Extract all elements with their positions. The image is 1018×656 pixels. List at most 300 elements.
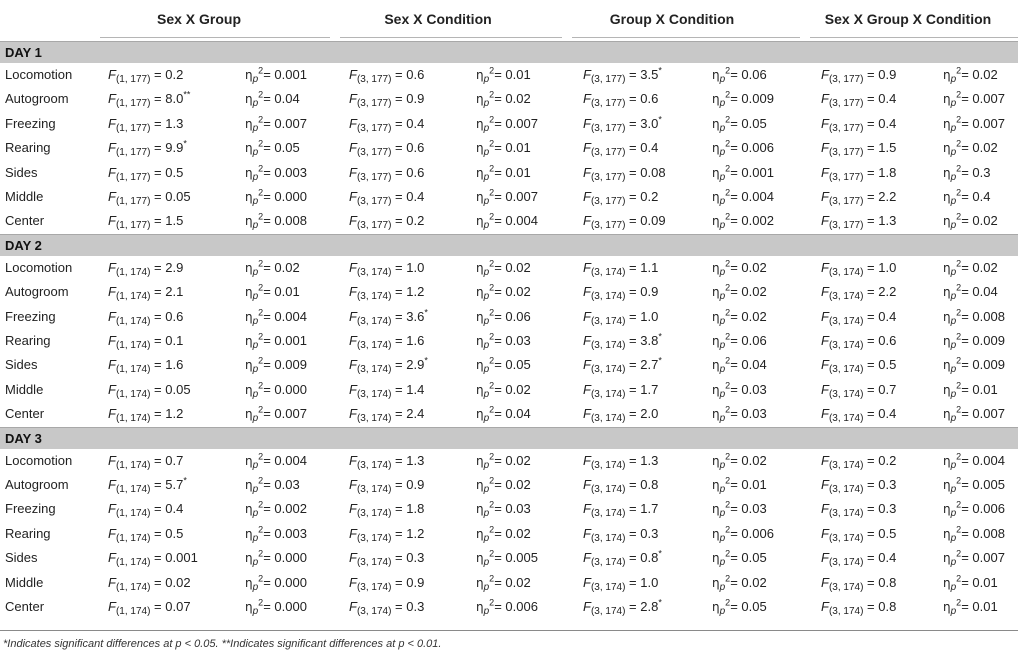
partial-eta-squared bbox=[245, 138, 300, 158]
f-value: 1.8 bbox=[406, 501, 425, 516]
eta-exponent: 2 bbox=[489, 331, 495, 342]
f-value: 1.7 bbox=[640, 382, 659, 397]
eta-symbol: η bbox=[943, 502, 951, 516]
f-value: 0.9 bbox=[406, 477, 425, 492]
f-symbol: F bbox=[108, 382, 116, 397]
degrees-of-freedom: (3, 177) bbox=[590, 123, 626, 134]
degrees-of-freedom: (3, 174) bbox=[828, 340, 864, 351]
partial-eta-squared bbox=[943, 211, 998, 231]
f-statistic bbox=[349, 140, 425, 158]
f-value: 1.3 bbox=[165, 116, 184, 131]
equals-sign: = bbox=[154, 91, 162, 106]
eta-symbol: η bbox=[245, 190, 253, 204]
degrees-of-freedom: (3, 177) bbox=[590, 74, 626, 85]
eta-symbol: η bbox=[712, 214, 720, 228]
f-value: 1.3 bbox=[878, 213, 897, 228]
eta-subscript: p bbox=[483, 389, 490, 400]
equals-sign: = bbox=[494, 575, 502, 590]
eta-subscript: p bbox=[950, 220, 957, 231]
eta-value: 0.01 bbox=[505, 67, 531, 82]
eta-exponent: 2 bbox=[489, 524, 495, 535]
partial-eta-squared bbox=[476, 258, 531, 278]
row-label: Rearing bbox=[5, 333, 51, 348]
equals-sign: = bbox=[730, 309, 738, 324]
partial-eta-squared bbox=[476, 331, 531, 351]
f-statistic bbox=[821, 213, 897, 231]
f-statistic bbox=[583, 165, 666, 183]
partial-eta-squared bbox=[712, 307, 767, 327]
table-row bbox=[0, 497, 1018, 521]
eta-symbol: η bbox=[943, 310, 951, 324]
eta-subscript: p bbox=[950, 606, 957, 617]
degrees-of-freedom: (1, 174) bbox=[115, 508, 151, 519]
f-symbol: F bbox=[821, 406, 829, 421]
partial-eta-squared bbox=[245, 475, 300, 495]
degrees-of-freedom: (3, 174) bbox=[356, 389, 392, 400]
eta-symbol: η bbox=[943, 478, 951, 492]
eta-subscript: p bbox=[950, 582, 957, 593]
f-statistic bbox=[583, 453, 659, 471]
eta-value: 0.000 bbox=[274, 189, 307, 204]
eta-symbol: η bbox=[943, 166, 951, 180]
f-statistic bbox=[349, 189, 425, 207]
degrees-of-freedom: (1, 177) bbox=[115, 172, 151, 183]
eta-exponent: 2 bbox=[725, 138, 731, 149]
eta-exponent: 2 bbox=[956, 380, 962, 391]
eta-symbol: η bbox=[476, 407, 484, 421]
row-label: Center bbox=[5, 599, 45, 614]
row-label: Middle bbox=[5, 382, 44, 397]
eta-subscript: p bbox=[483, 533, 490, 544]
eta-exponent: 2 bbox=[258, 211, 264, 222]
f-statistic bbox=[583, 260, 659, 278]
degrees-of-freedom: (3, 174) bbox=[828, 557, 864, 568]
partial-eta-squared bbox=[245, 211, 307, 231]
f-statistic bbox=[583, 501, 659, 519]
partial-eta-squared bbox=[476, 282, 531, 302]
significance-marker: * bbox=[183, 138, 187, 149]
f-statistic bbox=[583, 382, 659, 400]
eta-subscript: p bbox=[483, 267, 490, 278]
partial-eta-squared bbox=[476, 187, 538, 207]
partial-eta-squared bbox=[245, 380, 307, 400]
f-statistic bbox=[821, 333, 897, 351]
f-value: 0.05 bbox=[165, 382, 191, 397]
degrees-of-freedom: (3, 174) bbox=[356, 484, 392, 495]
eta-subscript: p bbox=[252, 172, 259, 183]
f-value: 1.0 bbox=[640, 309, 659, 324]
f-value: 1.8 bbox=[878, 165, 897, 180]
f-statistic bbox=[349, 213, 425, 231]
eta-subscript: p bbox=[950, 74, 957, 85]
eta-exponent: 2 bbox=[258, 597, 264, 608]
eta-value: 0.03 bbox=[274, 477, 300, 492]
eta-symbol: η bbox=[476, 92, 484, 106]
f-symbol: F bbox=[349, 357, 357, 372]
degrees-of-freedom: (3, 174) bbox=[590, 389, 626, 400]
partial-eta-squared bbox=[245, 163, 307, 183]
partial-eta-squared bbox=[476, 380, 531, 400]
partial-eta-squared bbox=[245, 282, 300, 302]
f-symbol: F bbox=[349, 284, 357, 299]
eta-value: 0.02 bbox=[972, 140, 998, 155]
equals-sign: = bbox=[629, 165, 637, 180]
eta-value: 0.007 bbox=[274, 116, 307, 131]
f-value: 0.05 bbox=[165, 189, 191, 204]
f-symbol: F bbox=[349, 501, 357, 516]
eta-subscript: p bbox=[719, 606, 726, 617]
degrees-of-freedom: (3, 177) bbox=[590, 147, 626, 158]
eta-value: 0.05 bbox=[741, 599, 767, 614]
eta-exponent: 2 bbox=[956, 114, 962, 125]
equals-sign: = bbox=[730, 599, 738, 614]
equals-sign: = bbox=[730, 116, 738, 131]
eta-symbol: η bbox=[245, 166, 253, 180]
eta-exponent: 2 bbox=[725, 307, 731, 318]
equals-sign: = bbox=[730, 333, 738, 348]
f-statistic bbox=[108, 138, 187, 158]
degrees-of-freedom: (3, 174) bbox=[356, 606, 392, 617]
equals-sign: = bbox=[961, 575, 969, 590]
eta-symbol: η bbox=[943, 190, 951, 204]
column-header: Sex X Group bbox=[156, 11, 242, 27]
eta-subscript: p bbox=[950, 460, 957, 471]
degrees-of-freedom: (1, 174) bbox=[115, 291, 151, 302]
eta-subscript: p bbox=[252, 147, 259, 158]
eta-symbol: η bbox=[943, 358, 951, 372]
eta-symbol: η bbox=[712, 285, 720, 299]
eta-subscript: p bbox=[252, 196, 259, 207]
f-symbol: F bbox=[821, 599, 829, 614]
eta-symbol: η bbox=[712, 383, 720, 397]
eta-exponent: 2 bbox=[725, 380, 731, 391]
f-statistic bbox=[821, 357, 897, 375]
eta-symbol: η bbox=[712, 527, 720, 541]
degrees-of-freedom: (3, 174) bbox=[590, 460, 626, 471]
eta-exponent: 2 bbox=[956, 355, 962, 366]
f-value: 1.6 bbox=[165, 357, 184, 372]
eta-subscript: p bbox=[719, 98, 726, 109]
f-symbol: F bbox=[583, 213, 591, 228]
equals-sign: = bbox=[867, 309, 875, 324]
eta-symbol: η bbox=[943, 551, 951, 565]
equals-sign: = bbox=[629, 91, 637, 106]
eta-symbol: η bbox=[712, 407, 720, 421]
f-symbol: F bbox=[108, 526, 116, 541]
eta-symbol: η bbox=[476, 261, 484, 275]
f-value: 0.2 bbox=[878, 453, 897, 468]
f-value: 0.4 bbox=[640, 140, 659, 155]
eta-exponent: 2 bbox=[258, 138, 264, 149]
f-statistic bbox=[821, 140, 897, 158]
eta-value: 0.4 bbox=[972, 189, 991, 204]
eta-symbol: η bbox=[476, 454, 484, 468]
eta-value: 0.02 bbox=[505, 526, 531, 541]
partial-eta-squared bbox=[943, 65, 998, 85]
eta-exponent: 2 bbox=[725, 524, 731, 535]
eta-value: 0.007 bbox=[505, 189, 538, 204]
day-section-header bbox=[0, 234, 1018, 256]
equals-sign: = bbox=[263, 260, 271, 275]
f-symbol: F bbox=[821, 550, 829, 565]
f-statistic bbox=[821, 477, 897, 495]
eta-value: 0.02 bbox=[505, 91, 531, 106]
eta-exponent: 2 bbox=[956, 307, 962, 318]
f-value: 0.07 bbox=[165, 599, 191, 614]
equals-sign: = bbox=[730, 526, 738, 541]
equals-sign: = bbox=[961, 501, 969, 516]
equals-sign: = bbox=[961, 453, 969, 468]
degrees-of-freedom: (1, 177) bbox=[115, 98, 151, 109]
f-value: 0.8 bbox=[878, 575, 897, 590]
f-statistic bbox=[821, 309, 897, 327]
f-symbol: F bbox=[583, 501, 591, 516]
equals-sign: = bbox=[494, 333, 502, 348]
equals-sign: = bbox=[494, 284, 502, 299]
f-symbol: F bbox=[108, 67, 116, 82]
eta-subscript: p bbox=[483, 172, 490, 183]
eta-value: 0.02 bbox=[274, 260, 300, 275]
equals-sign: = bbox=[395, 67, 403, 82]
partial-eta-squared bbox=[245, 404, 307, 424]
degrees-of-freedom: (3, 177) bbox=[590, 220, 626, 231]
eta-subscript: p bbox=[483, 413, 490, 424]
partial-eta-squared bbox=[476, 114, 538, 134]
degrees-of-freedom: (1, 177) bbox=[115, 74, 151, 85]
equals-sign: = bbox=[395, 260, 403, 275]
f-statistic bbox=[349, 116, 425, 134]
significance-marker: * bbox=[658, 355, 662, 366]
degrees-of-freedom: (3, 174) bbox=[590, 533, 626, 544]
f-statistic bbox=[349, 477, 425, 495]
f-statistic bbox=[108, 333, 184, 351]
equals-sign: = bbox=[395, 453, 403, 468]
eta-value: 0.01 bbox=[972, 575, 998, 590]
eta-exponent: 2 bbox=[258, 573, 264, 584]
eta-subscript: p bbox=[483, 291, 490, 302]
equals-sign: = bbox=[961, 406, 969, 421]
equals-sign: = bbox=[395, 213, 403, 228]
degrees-of-freedom: (3, 174) bbox=[828, 508, 864, 519]
eta-exponent: 2 bbox=[956, 89, 962, 100]
eta-value: 0.001 bbox=[741, 165, 774, 180]
eta-value: 0.03 bbox=[505, 333, 531, 348]
eta-subscript: p bbox=[719, 196, 726, 207]
equals-sign: = bbox=[494, 501, 502, 516]
eta-symbol: η bbox=[712, 117, 720, 131]
eta-exponent: 2 bbox=[489, 187, 495, 198]
table-row bbox=[0, 305, 1018, 329]
eta-value: 0.007 bbox=[972, 550, 1005, 565]
partial-eta-squared bbox=[245, 548, 307, 568]
eta-value: 0.007 bbox=[274, 406, 307, 421]
eta-value: 0.007 bbox=[505, 116, 538, 131]
f-value: 1.4 bbox=[406, 382, 425, 397]
partial-eta-squared bbox=[712, 258, 767, 278]
partial-eta-squared bbox=[712, 331, 767, 351]
f-value: 0.8 bbox=[640, 477, 659, 492]
equals-sign: = bbox=[263, 91, 271, 106]
f-symbol: F bbox=[821, 116, 829, 131]
f-statistic bbox=[349, 307, 428, 327]
partial-eta-squared bbox=[245, 524, 307, 544]
equals-sign: = bbox=[154, 453, 162, 468]
eta-subscript: p bbox=[483, 147, 490, 158]
partial-eta-squared bbox=[712, 499, 767, 519]
eta-subscript: p bbox=[719, 484, 726, 495]
eta-value: 0.02 bbox=[972, 67, 998, 82]
eta-value: 0.02 bbox=[505, 260, 531, 275]
f-statistic bbox=[108, 284, 184, 302]
eta-value: 0.009 bbox=[972, 357, 1005, 372]
degrees-of-freedom: (1, 174) bbox=[115, 557, 151, 568]
equals-sign: = bbox=[395, 333, 403, 348]
eta-subscript: p bbox=[950, 291, 957, 302]
f-symbol: F bbox=[821, 140, 829, 155]
f-symbol: F bbox=[349, 213, 357, 228]
f-value: 0.4 bbox=[878, 406, 897, 421]
eta-subscript: p bbox=[719, 557, 726, 568]
partial-eta-squared bbox=[712, 355, 767, 375]
equals-sign: = bbox=[867, 501, 875, 516]
partial-eta-squared bbox=[712, 548, 767, 568]
eta-subscript: p bbox=[483, 484, 490, 495]
f-symbol: F bbox=[821, 284, 829, 299]
eta-value: 0.007 bbox=[972, 116, 1005, 131]
eta-exponent: 2 bbox=[956, 331, 962, 342]
equals-sign: = bbox=[867, 260, 875, 275]
eta-exponent: 2 bbox=[258, 187, 264, 198]
eta-value: 0.06 bbox=[505, 309, 531, 324]
equals-sign: = bbox=[961, 333, 969, 348]
f-value: 0.001 bbox=[165, 550, 198, 565]
eta-symbol: η bbox=[245, 576, 253, 590]
column-header: Sex X Group X Condition bbox=[824, 11, 992, 27]
degrees-of-freedom: (3, 174) bbox=[828, 364, 864, 375]
row-label: Center bbox=[5, 213, 45, 228]
f-symbol: F bbox=[349, 165, 357, 180]
partial-eta-squared bbox=[245, 307, 307, 327]
eta-exponent: 2 bbox=[258, 499, 264, 510]
row-label: Sides bbox=[5, 357, 38, 372]
row-label: Freezing bbox=[5, 309, 56, 324]
f-symbol: F bbox=[583, 91, 591, 106]
eta-exponent: 2 bbox=[489, 89, 495, 100]
eta-subscript: p bbox=[950, 123, 957, 134]
f-value: 0.2 bbox=[640, 189, 659, 204]
eta-symbol: η bbox=[943, 527, 951, 541]
degrees-of-freedom: (3, 174) bbox=[828, 413, 864, 424]
f-value: 0.6 bbox=[406, 165, 425, 180]
eta-value: 0.002 bbox=[274, 501, 307, 516]
eta-subscript: p bbox=[950, 364, 957, 375]
eta-subscript: p bbox=[483, 98, 490, 109]
table-row bbox=[0, 473, 1018, 497]
eta-value: 0.006 bbox=[972, 501, 1005, 516]
f-statistic bbox=[821, 526, 897, 544]
equals-sign: = bbox=[961, 382, 969, 397]
f-statistic bbox=[349, 575, 425, 593]
f-value: 1.2 bbox=[406, 526, 425, 541]
partial-eta-squared bbox=[712, 89, 774, 109]
equals-sign: = bbox=[494, 189, 502, 204]
equals-sign: = bbox=[961, 477, 969, 492]
day-label: DAY 1 bbox=[5, 45, 42, 60]
equals-sign: = bbox=[154, 309, 162, 324]
eta-value: 0.06 bbox=[741, 333, 767, 348]
partial-eta-squared bbox=[476, 138, 531, 158]
f-symbol: F bbox=[821, 67, 829, 82]
f-symbol: F bbox=[108, 213, 116, 228]
f-symbol: F bbox=[108, 333, 116, 348]
f-statistic bbox=[108, 575, 191, 593]
partial-eta-squared bbox=[712, 65, 767, 85]
partial-eta-squared bbox=[245, 597, 307, 617]
eta-exponent: 2 bbox=[956, 451, 962, 462]
eta-subscript: p bbox=[719, 364, 726, 375]
equals-sign: = bbox=[494, 165, 502, 180]
degrees-of-freedom: (3, 177) bbox=[590, 98, 626, 109]
eta-value: 0.04 bbox=[972, 284, 998, 299]
eta-value: 0.01 bbox=[972, 382, 998, 397]
day-label: DAY 3 bbox=[5, 430, 42, 446]
f-symbol: F bbox=[108, 284, 116, 299]
eta-value: 0.004 bbox=[505, 213, 538, 228]
equals-sign: = bbox=[494, 213, 502, 228]
degrees-of-freedom: (1, 174) bbox=[115, 413, 151, 424]
degrees-of-freedom: (3, 174) bbox=[590, 484, 626, 495]
equals-sign: = bbox=[395, 550, 403, 565]
eta-symbol: η bbox=[712, 92, 720, 106]
degrees-of-freedom: (1, 174) bbox=[115, 340, 151, 351]
f-statistic bbox=[583, 355, 662, 375]
eta-symbol: η bbox=[476, 310, 484, 324]
degrees-of-freedom: (3, 174) bbox=[590, 557, 626, 568]
f-symbol: F bbox=[108, 260, 116, 275]
equals-sign: = bbox=[395, 91, 403, 106]
equals-sign: = bbox=[154, 333, 162, 348]
degrees-of-freedom: (3, 177) bbox=[356, 147, 392, 158]
row-label: Sides bbox=[5, 165, 38, 180]
partial-eta-squared bbox=[712, 380, 767, 400]
equals-sign: = bbox=[154, 501, 162, 516]
eta-exponent: 2 bbox=[956, 597, 962, 608]
degrees-of-freedom: (1, 174) bbox=[115, 606, 151, 617]
eta-symbol: η bbox=[943, 383, 951, 397]
significance-marker: ** bbox=[183, 89, 191, 100]
row-label: Locomotion bbox=[5, 453, 73, 468]
equals-sign: = bbox=[494, 357, 502, 372]
partial-eta-squared bbox=[943, 307, 1005, 327]
f-value: 0.1 bbox=[165, 333, 184, 348]
f-statistic bbox=[821, 67, 897, 85]
degrees-of-freedom: (3, 174) bbox=[828, 389, 864, 400]
f-value: 0.4 bbox=[878, 91, 897, 106]
eta-exponent: 2 bbox=[725, 211, 731, 222]
f-value: 2.2 bbox=[878, 284, 897, 299]
f-statistic bbox=[349, 260, 425, 278]
eta-exponent: 2 bbox=[725, 114, 731, 125]
equals-sign: = bbox=[629, 406, 637, 421]
partial-eta-squared bbox=[943, 331, 1005, 351]
eta-symbol: η bbox=[245, 92, 253, 106]
f-value: 0.6 bbox=[878, 333, 897, 348]
f-value: 0.5 bbox=[878, 526, 897, 541]
equals-sign: = bbox=[867, 526, 875, 541]
f-symbol: F bbox=[583, 165, 591, 180]
column-header-rule bbox=[572, 37, 800, 38]
eta-value: 0.006 bbox=[505, 599, 538, 614]
